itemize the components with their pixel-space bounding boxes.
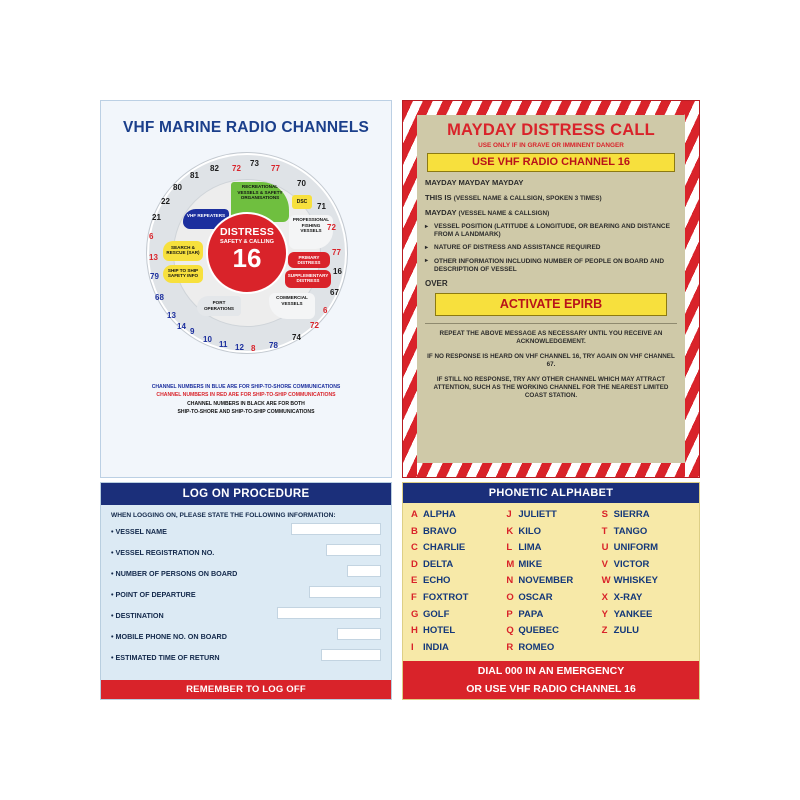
page-title: VHF MARINE RADIO CHANNELS [122, 119, 370, 136]
legend-line-red: CHANNEL NUMBERS IN RED ARE FOR SHIP-TO-SHIP COMMUNICATIONS [156, 392, 336, 399]
mayday-bullet-list [425, 223, 677, 274]
list-item [506, 592, 595, 609]
channel-number: 72 [327, 223, 336, 232]
channel-number: 10 [203, 335, 212, 344]
destination-input[interactable] [277, 607, 381, 619]
log-field-row [101, 542, 391, 563]
channel-number: 67 [330, 288, 339, 297]
log-field-row [101, 626, 391, 647]
emergency-dial-banner [403, 661, 699, 699]
segment-vhf-repeaters: VHF REPEATERS [183, 209, 229, 229]
list-item [602, 509, 691, 526]
word: SIERRA [613, 509, 650, 520]
letter: S [601, 509, 608, 520]
hazard-stripe-top [403, 101, 699, 115]
channel-number: 79 [150, 272, 159, 281]
this-is-label: THIS IS [425, 193, 452, 202]
list-item [411, 509, 500, 526]
channel-number: 68 [155, 293, 164, 302]
channel-number: 22 [161, 197, 170, 206]
mayday-channel-banner: USE VHF RADIO CHANNEL 16 [427, 153, 675, 172]
list-item: ▸ NATURE OF DISTRESS AND ASSISTANCE REQUIRED [425, 244, 677, 252]
mayday-subtitle: USE ONLY IF IN GRAVE OR IMMINENT DANGER [478, 142, 624, 149]
segment-search-rescue: SEARCH & RESCUE (SAR) [163, 241, 203, 261]
log-field-row [101, 647, 391, 668]
segment-ship-to-ship-safety: SHIP TO SHIP SAFETY INFO [163, 265, 203, 283]
letter: B [411, 525, 418, 537]
field-label-destination: • DESTINATION [111, 611, 164, 620]
list-item [411, 592, 500, 609]
channel-number: 14 [177, 322, 186, 331]
word: TANGO [613, 525, 648, 537]
segment-primary-distress: PRIMARY DISTRESS [288, 252, 330, 268]
persons-on-board-input[interactable] [347, 565, 381, 577]
list-item [602, 625, 691, 642]
wheel-legend [101, 383, 391, 417]
letter: G [411, 608, 419, 620]
mayday-call-line: MAYDAY MAYDAY MAYDAY [425, 178, 524, 187]
mayday-footer [425, 323, 677, 401]
field-label-estimated-return: • ESTIMATED TIME OF RETURN [111, 653, 220, 662]
channel-number: 81 [190, 171, 199, 180]
hazard-stripe-bottom [403, 463, 699, 477]
mayday-over-label: OVER [425, 279, 448, 289]
letter: V [601, 558, 608, 570]
segment-professional-fishing: PROFESSIONAL FISHING VESSELS [289, 215, 333, 249]
letter: Z [601, 625, 608, 637]
list-item [602, 575, 691, 592]
letter: C [411, 542, 418, 554]
mayday-hint: (VESSEL NAME & CALLSIGN) [458, 210, 550, 217]
field-label-point-of-departure: • POINT OF DEPARTURE [111, 590, 196, 599]
list-item [602, 609, 691, 626]
distress-hub [206, 212, 288, 294]
footer-line-3: IF STILL NO RESPONSE, TRY ANY OTHER CHANNEL WHICH MAY ATTRACT ATTENTION, SUCH AS THE WORKING CHANNEL FOR THE NEAREST LIMITED COAST STATION. [433, 375, 669, 400]
field-label-vessel-name: • VESSEL NAME [111, 527, 167, 536]
letter: N [506, 575, 514, 587]
letter: Y [601, 608, 608, 620]
log-field-row [101, 521, 391, 542]
channel-number: 6 [323, 306, 328, 315]
word: ROMEO [518, 641, 555, 653]
card-mayday-distress-call [402, 100, 700, 478]
estimated-return-input[interactable] [321, 649, 381, 661]
word: WHISKEY [613, 575, 658, 587]
list-item [506, 575, 595, 592]
letter: T [601, 525, 608, 537]
word: MIKE [518, 558, 543, 570]
hub-channel-16: 16 [232, 243, 262, 273]
letter: F [411, 591, 417, 603]
list-item [411, 559, 500, 576]
channel-number: 73 [250, 159, 259, 168]
letter: M [506, 558, 515, 570]
segment-supplementary-distress: SUPPLEMENTARY DISTRESS [285, 270, 331, 288]
vessel-name-input[interactable] [291, 523, 381, 535]
footer-line-1: REPEAT THE ABOVE MESSAGE AS NECESSARY UNTIL YOU RECEIVE AN ACKNOWLEDGEMENT. [439, 330, 663, 346]
phonetic-column-2 [506, 509, 595, 658]
mayday-name-line [425, 208, 677, 217]
mayday-label: MAYDAY [425, 208, 457, 217]
word: UNIFORM [613, 542, 658, 554]
list-item [506, 559, 595, 576]
segment-port-operations: PORT OPERATIONS [197, 296, 241, 316]
log-on-intro: WHEN LOGGING ON, PLEASE STATE THE FOLLOWING INFORMATION: [111, 512, 336, 519]
list-item [411, 625, 500, 642]
word: KILO [518, 525, 542, 537]
channel-number: 8 [251, 344, 256, 353]
channel-number: 21 [152, 213, 161, 222]
word: ZULU [613, 625, 639, 637]
channel-number: 77 [332, 248, 341, 257]
log-field-row [101, 584, 391, 605]
log-on-title: LOG ON PROCEDURE [101, 483, 391, 505]
hub-line-2: SAFETY & CALLING [220, 239, 274, 245]
list-item [506, 509, 595, 526]
letter: A [411, 509, 418, 520]
phonetic-column-3 [602, 509, 691, 658]
mayday-body [417, 115, 685, 463]
hub-line-1: DISTRESS [219, 226, 275, 238]
letter: E [411, 575, 418, 587]
letter: P [506, 608, 513, 620]
channel-number: 82 [210, 164, 219, 173]
letter: O [506, 591, 514, 603]
card-vhf-channels [100, 100, 392, 478]
list-item [411, 526, 500, 543]
word: X-RAY [613, 591, 643, 603]
log-field-row [101, 605, 391, 626]
word: YANKEE [613, 608, 653, 620]
card-phonetic-alphabet [402, 482, 700, 700]
word: INDIA [423, 641, 449, 653]
hazard-stripe-right [685, 101, 699, 477]
channel-number: 6 [149, 232, 154, 241]
list-item [602, 592, 691, 609]
channel-number: 12 [235, 343, 244, 352]
poster-sheet [100, 100, 700, 700]
list-item [411, 575, 500, 592]
word: LIMA [518, 542, 542, 554]
phonetic-column-1 [411, 509, 500, 658]
channel-number: 13 [167, 311, 176, 320]
legend-line-black-2: SHIP-TO-SHORE AND SHIP-TO-SHIP COMMUNICATIONS [177, 409, 315, 416]
letter: L [506, 542, 513, 554]
word: BRAVO [423, 525, 457, 537]
channel-number: 72 [310, 321, 319, 330]
channel-number: 78 [269, 341, 278, 350]
list-item [602, 542, 691, 559]
footer-line-2: IF NO RESPONSE IS HEARD ON VHF CHANNEL 16, TRY AGAIN ON VHF CHANNEL 67. [427, 352, 675, 369]
letter: J [506, 509, 512, 520]
list-item [506, 526, 595, 543]
segment-commercial-vessels: COMMERCIAL VESSELS [269, 293, 315, 319]
card-log-on-procedure [100, 482, 392, 700]
list-item: ▸ OTHER INFORMATION INCLUDING NUMBER OF PEOPLE ON BOARD AND DESCRIPTION OF VESSEL [425, 258, 677, 274]
list-item [411, 542, 500, 559]
segment-recreational: RECREATIONAL VESSELS & SAFETY ORGANISATIONS [231, 182, 289, 222]
word: CHARLIE [423, 542, 466, 554]
word: VICTOR [613, 558, 650, 570]
word: DELTA [423, 558, 454, 570]
mayday-this-is-line [425, 193, 677, 202]
word: FOXTROT [423, 591, 469, 603]
channel-number: 9 [190, 327, 195, 336]
hazard-stripe-left [403, 101, 417, 477]
list-item: ▸ VESSEL POSITION (LATITUDE & LONGITUDE, OR BEARING AND DISTANCE FROM A LANDMARK) [425, 223, 677, 239]
list-item [506, 625, 595, 642]
letter: U [601, 542, 609, 554]
field-label-mobile-phone: • MOBILE PHONE NO. ON BOARD [111, 632, 227, 641]
channel-number: 70 [297, 179, 306, 188]
list-item [602, 559, 691, 576]
point-of-departure-input[interactable] [309, 586, 381, 598]
channel-number: 80 [173, 183, 182, 192]
letter: I [411, 641, 414, 653]
word: PAPA [518, 608, 544, 620]
list-item [506, 542, 595, 559]
word: HOTEL [423, 625, 456, 637]
channel-number: 72 [232, 164, 241, 173]
word: OSCAR [518, 591, 553, 603]
letter: Q [506, 625, 514, 637]
list-item [411, 609, 500, 626]
channel-number: 13 [149, 253, 158, 262]
letter: W [601, 575, 611, 587]
letter: D [411, 558, 418, 570]
letter: K [506, 525, 514, 537]
word: GOLF [423, 608, 450, 620]
letter: H [411, 625, 418, 637]
channel-number: 71 [317, 202, 326, 211]
channel-number: 16 [333, 267, 342, 276]
log-field-row [101, 563, 391, 584]
mayday-title: MAYDAY DISTRESS CALL [447, 121, 655, 139]
segment-dsc: DSC [292, 195, 312, 209]
word: ECHO [423, 575, 451, 587]
channel-wheel-diagram [147, 153, 347, 353]
this-is-hint: (VESSEL NAME & CALLSIGN, SPOKEN 3 TIMES) [453, 195, 602, 202]
mobile-phone-input[interactable] [337, 628, 381, 640]
list-item [506, 642, 595, 659]
list-item [506, 609, 595, 626]
legend-line-blue: CHANNEL NUMBERS IN BLUE ARE FOR SHIP-TO-SHORE COMMUNICATIONS [151, 384, 341, 390]
phonetic-grid [411, 509, 691, 658]
phonetic-title: PHONETIC ALPHABET [403, 483, 699, 503]
channel-number: 11 [219, 340, 228, 349]
emergency-line-1: DIAL 000 IN AN EMERGENCY [477, 665, 625, 677]
letter: R [506, 641, 514, 653]
list-item [411, 642, 500, 659]
channel-number: 74 [292, 333, 301, 342]
activate-epirb-banner: ACTIVATE EPIRB [435, 293, 667, 316]
legend-line-black-1: CHANNEL NUMBERS IN BLACK ARE FOR BOTH [187, 400, 305, 407]
emergency-line-2: OR USE VHF RADIO CHANNEL 16 [466, 683, 636, 695]
channel-number: 77 [271, 164, 280, 173]
field-label-persons-on-board: • NUMBER OF PERSONS ON BOARD [111, 569, 237, 578]
vessel-registration-input[interactable] [326, 544, 381, 556]
word: JULIETT [518, 509, 557, 520]
letter: X [601, 591, 608, 603]
word: ALPHA [423, 509, 456, 520]
word: QUEBEC [518, 625, 559, 637]
list-item [602, 526, 691, 543]
word: NOVEMBER [518, 575, 574, 587]
remember-to-log-off-banner: REMEMBER TO LOG OFF [101, 680, 391, 699]
field-label-vessel-registration: • VESSEL REGISTRATION NO. [111, 548, 214, 557]
